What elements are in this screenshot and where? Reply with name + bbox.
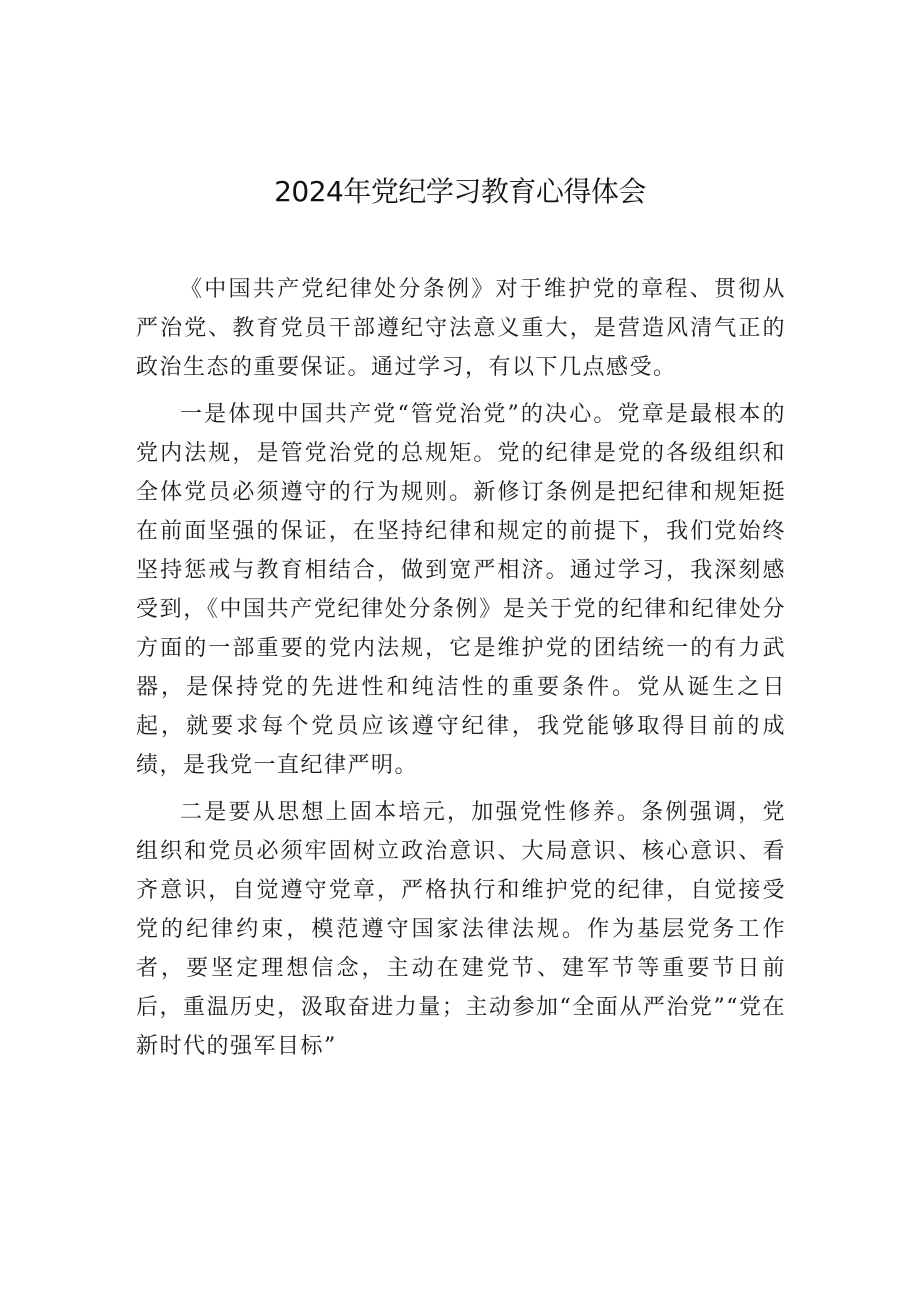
paragraph-point-two: 二是要从思想上固本培元，加强党性修养。条例强调，党组织和党员必须牢固树立政治意识、大局意识、核心意识、看齐意识，自觉遵守党章，严格执行和维护党的纪律，自觉接受党的纪律约束，模范遵守国家法律法规。作为基层党务工作者，要坚定理想信念，主动在建党节、建军节等重要节日前后，重温历史，汲取奋进力量；主动参加“全面从严治党”“党在新时代的强军目标” bbox=[136, 800, 786, 1059]
document-body bbox=[136, 270, 786, 1074]
paragraph-intro: 《中国共产党纪律处分条例》对于维护党的章程、贯彻从严治党、教育党员干部遵纪守法意义重大，是营造风清气正的政治生态的重要保证。通过学习，有以下几点感受。 bbox=[136, 277, 786, 380]
document-title: 2024年党纪学习教育心得体会 bbox=[274, 175, 646, 208]
paragraph-point-one: 一是体现中国共产党“管党治党”的决心。党章是最根本的党内法规，是管党治党的总规矩。党的纪律是党的各级组织和全体党员必须遵守的行为规则。新修订条例是把纪律和规矩挺在前面坚强的保证，在坚持纪律和规定的前提下，我们党始终坚持惩戒与教育相结合，做到宽严相济。通过学习，我深刻感受到，《中国共产党纪律处分条例》是关于党的纪律和纪律处分方面的一部重要的党内法规，它是维护党的团结统一的有力武器，是保持党的先进性和纯洁性的重要条件。党从诞生之日起，就要求每个党员应该遵守纪律，我党能够取得目前的成绩，是我党一直纪律严明。 bbox=[136, 402, 786, 778]
